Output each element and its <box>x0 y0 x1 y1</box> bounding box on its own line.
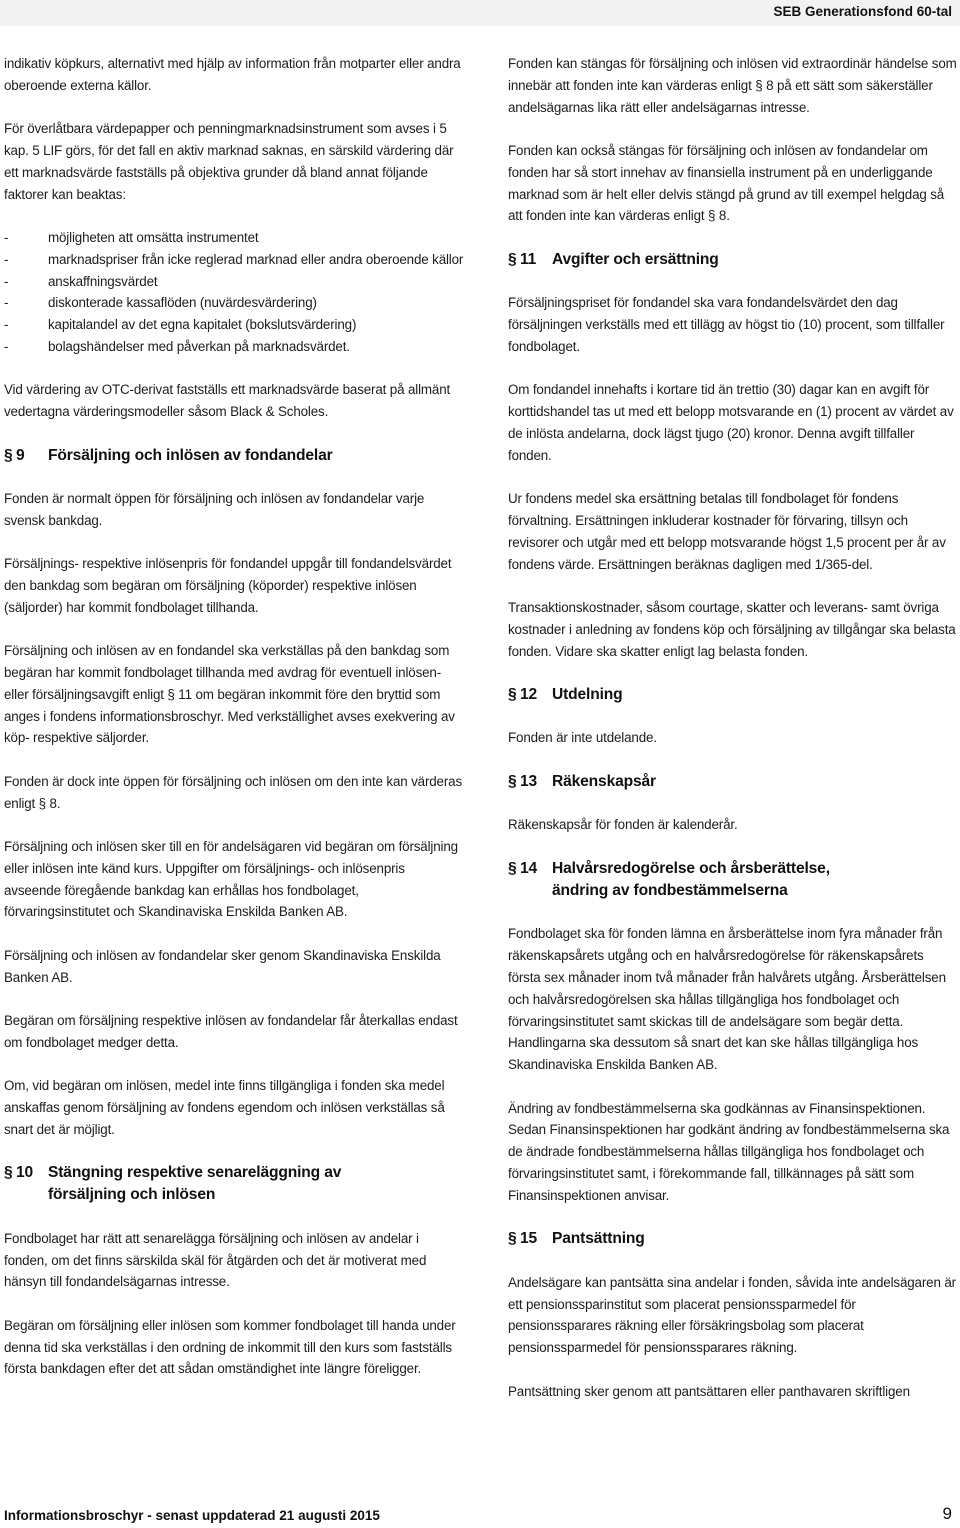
paragraph: Försäljning och inlösen sker till en för andelsägaren vid begäran om försäljning eller inlösen inte känd kurs. Uppgifter om försäljnings- och inlösenpris avseende föregående bankdag kan erhållas hos fondbolaget, förvaringsinstitutet och Skandinaviska Enskilda Banken AB. <box>4 839 458 920</box>
section-title: Pantsättning <box>552 1230 645 1248</box>
paragraph: Försäljning och inlösen av en fondandel ska verkställas på den bankdag som begäran har kommit fondbolaget tillhanda med avdrag för eventuell inlösen- eller försäljningsavgift enligt § 11 om begäran inkommit före den bryttid som anges i fondens informationsbroschyr. Med verkställighet avses exekvering av köp- respektive säljorder. <box>4 643 455 746</box>
page-header <box>0 0 960 26</box>
section-title: Räkenskapsår <box>552 772 656 790</box>
paragraph: Försäljnings- respektive inlösenpris för fondandel uppgår till fondandelsvärdet den bankdag som begäran om försäljning (köporder) respektive inlösen (säljorder) har kommit fondbolaget tillhanda. <box>4 556 452 615</box>
section-heading-11 <box>508 249 958 271</box>
list-item: - kapitalandel av det egna kapitalet (bokslutsvärdering) <box>4 314 464 336</box>
document-title: SEB Generationsfond 60-tal <box>773 4 952 19</box>
paragraph: Pantsättning sker genom att pantsättaren eller panthavaren skriftligen <box>508 1383 910 1399</box>
paragraph: indikativ köpkurs, alternativt med hjälp av information från motparter eller andra oberoende externa källor. <box>4 56 461 93</box>
paragraph: Om fondandel innehafts i kortare tid än trettio (30) dagar kan en avgift för korttidshandel tas ut med ett belopp motsvarande en (1) procent av värdet av de inlösta andelarna, dock lägst tjugo (20) kronor. Denna avgift tillfaller fonden. <box>508 382 954 463</box>
paragraph: Fondbolaget har rätt att senarelägga försäljning och inlösen av andelar i fonden, om det finns särskilda skäl för åtgärden och det är motiverat med hänsyn till fondandelsägarnas intresse. <box>4 1230 427 1290</box>
page-footer <box>4 1504 952 1523</box>
section-title: Utdelning <box>552 685 623 703</box>
section-title-line-1: Halvårsredogörelse och årsberättelse, <box>552 859 830 877</box>
paragraph: För överlåtbara värdepapper och penningmarknadsinstrument som avses i 5 kap. 5 LIF görs, för det fall en aktiv marknad saknas, en särskild värdering där ett marknadsvärde fastställs på objektiva grunder då bland annat följande faktorer kan beaktas: <box>4 121 454 202</box>
section-heading-12 <box>508 684 958 706</box>
section-symbol: § <box>4 446 13 464</box>
section-symbol: § <box>508 685 517 703</box>
section-symbol: § <box>508 859 517 877</box>
section-heading-15 <box>508 1228 958 1250</box>
section-heading-10 <box>4 1162 464 1206</box>
list-item: - anskaffningsvärdet <box>4 271 464 293</box>
section-number: 14 <box>520 859 538 877</box>
paragraph: Andelsägare kan pantsätta sina andelar i fonden, såvida inte andelsägaren är ett pensionssparinstitut som placerat pensionssparmedel för pensionssparares räkning eller försäkringsbolag som placerat pensionssparmedel för pensionssparares räkning. <box>508 1274 956 1356</box>
section-title: Avgifter och ersättning <box>552 250 719 268</box>
section-title-line-1: Stängning respektive senareläggning av <box>48 1164 342 1182</box>
paragraph: Transaktionskostnader, såsom courtage, skatter och leverans- samt övriga kostnader i anledning av fondens köp och försäljning av tillgångar ska belasta fonden. Vidare ska skatter enligt lag belasta fonden. <box>508 599 956 659</box>
section-number: 9 <box>16 446 25 464</box>
paragraph: Vid värdering av OTC-derivat fastställs ett marknadsvärde baserat på allmänt vedertagna värderingsmodeller såsom Black & Scholes. <box>4 382 451 420</box>
valuation-factors-list <box>4 227 464 358</box>
section-symbol: § <box>508 250 517 268</box>
page-number: 9 <box>942 1504 952 1523</box>
list-item: - möjligheten att omsätta instrumentet <box>4 227 464 249</box>
section-title: Försäljning och inlösen av fondandelar <box>48 446 333 464</box>
section-title-line-2: ändring av fondbestämmelserna <box>552 881 788 899</box>
section-title-line-2: försäljning och inlösen <box>48 1186 216 1204</box>
paragraph: Begäran om försäljning respektive inlösen av fondandelar får återkallas endast om fondbolaget medger detta. <box>4 1013 458 1050</box>
footer-label: Informationsbroschyr - senast uppdaterad 21 augusti 2015 <box>4 1508 380 1523</box>
paragraph: Begäran om försäljning eller inlösen som kommer fondbolaget till handa under denna tid ska verkställas i den ordning de inkommit till den kurs som fastställs första bankdagen efter det att sådan omständighet inte längre föreligger. <box>4 1317 456 1377</box>
paragraph: Fonden kan stängas för försäljning och inlösen vid extraordinär händelse som innebär att fonden inte kan värderas enligt § 8 på ett sätt som säkerställer andelsägarnas lika rätt eller andelsägarnas intresse. <box>508 56 957 115</box>
paragraph: Fonden är inte utdelande. <box>508 730 657 746</box>
section-heading-9 <box>4 445 464 467</box>
section-number: 15 <box>520 1230 538 1248</box>
section-number: 10 <box>16 1164 34 1182</box>
section-symbol: § <box>4 1164 13 1182</box>
section-symbol: § <box>508 772 517 790</box>
left-column <box>4 53 464 1402</box>
paragraph: Fonden kan också stängas för försäljning och inlösen av fondandelar om fonden har så stort innehav av finansiella instrument på en underliggande marknad som är helt eller delvis stängd på grund av till exempel helgdag så att fonden inte kan värderas enligt § 8. <box>508 142 945 224</box>
section-heading-14 <box>508 858 958 902</box>
section-number: 13 <box>520 772 538 790</box>
paragraph: Fonden är dock inte öppen för försäljning och inlösen om den inte kan värderas enligt § 8. <box>4 773 463 811</box>
paragraph: Försäljningspriset för fondandel ska vara fondandelsvärdet den dag försäljningen verkställs med ett tillägg av högst tio (10) procent, som tillfaller fondbolaget. <box>508 295 945 354</box>
paragraph: Om, vid begäran om inlösen, medel inte finns tillgängliga i fonden ska medel anskaffas genom försäljning av fondens egendom och inlösen verkställas så snart det är möjligt. <box>4 1078 445 1137</box>
paragraph: Fonden är normalt öppen för försäljning och inlösen av fondandelar varje svensk bankdag. <box>4 491 425 528</box>
section-number: 12 <box>520 685 538 703</box>
list-item: - marknadspriser från icke reglerad marknad eller andra oberoende källor <box>4 249 464 271</box>
paragraph: Försäljning och inlösen av fondandelar sker genom Skandinaviska Enskilda Banken AB. <box>4 947 441 985</box>
list-item: - bolagshändelser med påverkan på marknadsvärdet. <box>4 336 464 358</box>
paragraph: Fondbolaget ska för fonden lämna en årsberättelse inom fyra månader från räkenskapsårets utgång och en halvårsredogörelse för räkenskapsårets första sex månader inom två månader från halvårets utgång. Årsberättelsen och halvårsredogörelsen ska hållas tillgängliga hos fondbolaget och förvaringsinstitutet samt skickas till de andelsägare som begär detta. Handlingarna ska dessutom så snart det kan ske hållas tillgängliga hos Skandinaviska Enskilda Banken AB. <box>508 926 946 1073</box>
right-column <box>508 53 958 1424</box>
section-heading-13 <box>508 771 958 793</box>
section-symbol: § <box>508 1230 517 1248</box>
section-number: 11 <box>520 250 537 268</box>
paragraph: Ändring av fondbestämmelserna ska godkännas av Finansinspektionen. Sedan Finansinspektionen har godkänt ändring av fondbestämmelserna ska de ändrade fondbestämmelserna hållas tillgängliga hos fondbolaget och förvaringsinstitutet samt, i förekommande fall, tillkännages på sätt som Finansinspektionen anvisar. <box>508 1100 950 1203</box>
list-item: - diskonterade kassaflöden (nuvärdesvärdering) <box>4 292 464 314</box>
paragraph: Räkenskapsår för fonden är kalenderår. <box>508 817 738 833</box>
paragraph: Ur fondens medel ska ersättning betalas till fondbolaget för fondens förvaltning. Ersättningen inkluderar kostnader för förvaring, tillsyn och revisorer och utgår med ett belopp motsvarande högst 1,5 procent per år av fondens värde. Ersättningen beräknas dagligen med 1/365-del. <box>508 491 946 572</box>
